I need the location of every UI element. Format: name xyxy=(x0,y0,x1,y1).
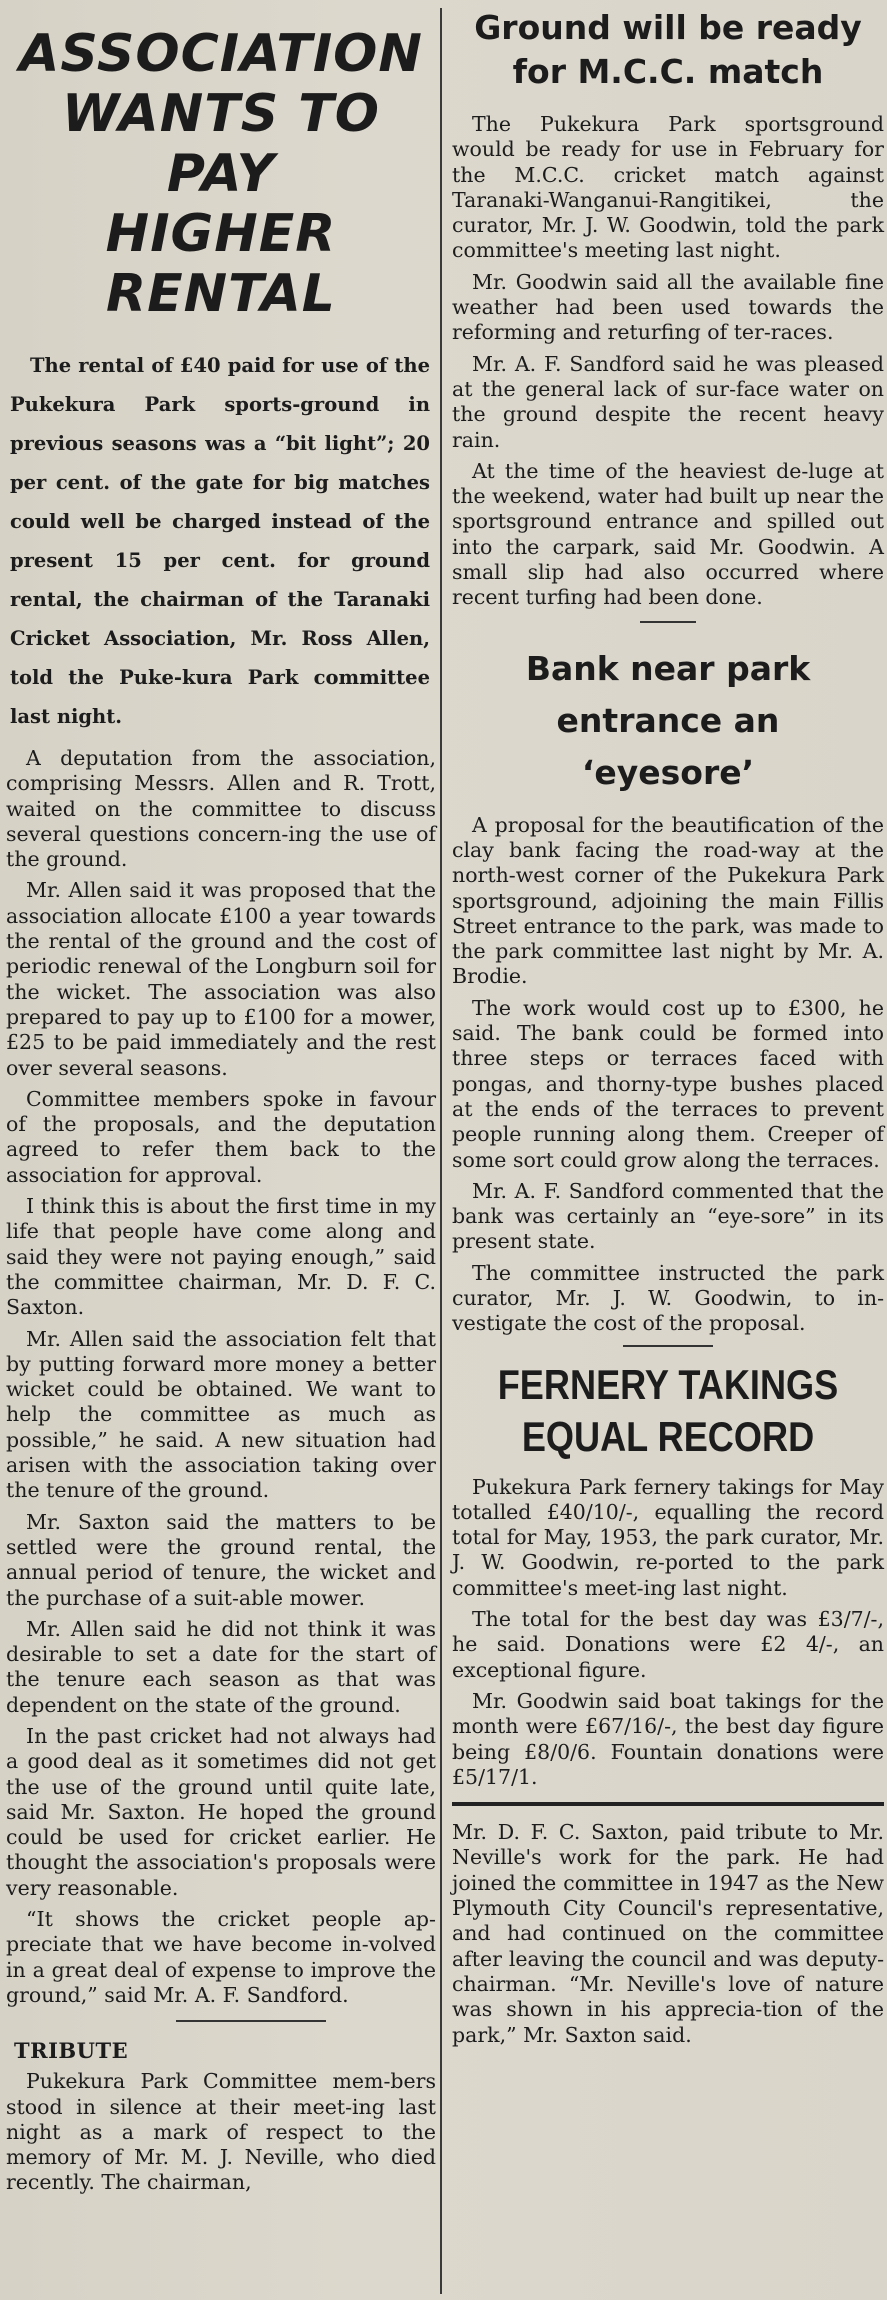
headline-line-3: ‘eyesore’ xyxy=(581,752,755,792)
paragraph: At the time of the heaviest de-luge at the weekend, water had built up near the sportsground entrance and spilled out into the carpark, said Mr. Goodwin. A small slip had also occurred where recent turfing had been done. xyxy=(452,458,884,610)
right-column xyxy=(452,0,884,2300)
fernery-headline xyxy=(452,1359,884,1463)
paragraph: Mr. A. F. Sandford commented that the bank was certainly an “eye-sore” in its present state. xyxy=(452,1178,884,1254)
section-rule xyxy=(623,1345,713,1347)
paragraph: “It shows the cricket people ap-preciate that we have become in-volved in a great deal of expense to improve the ground,” said Mr. A. F. Sandford. xyxy=(6,1907,436,2007)
paragraph: Mr. Allen said it was proposed that the association allocate £100 a year towards the rental of the ground and the cost of periodic renewal of the Longburn soil for the wicket. The association was also prepared to pay up to £100 for a mower, £25 to be paid immediately and the rest over several seasons. xyxy=(6,878,436,1080)
headline-line-2: EQUAL RECORD xyxy=(521,1412,815,1460)
headline-line-1: Bank near park xyxy=(525,648,811,688)
column-divider xyxy=(440,8,442,2294)
paragraph: In the past cricket had not always had a good deal as it sometimes did not get the use of the ground until quite late, said Mr. Saxton. He hoped the ground could be used for cricket earlier. He thought the association's proposals were very reasonable. xyxy=(6,1723,436,1900)
headline-line-1: ASSOCIATION xyxy=(19,24,423,84)
association-headline xyxy=(6,0,436,324)
headline-line-2: entrance an xyxy=(556,700,780,740)
headline-line-3: HIGHER RENTAL xyxy=(105,204,337,324)
headline-line-1: Ground will be ready xyxy=(474,8,862,47)
section-rule xyxy=(452,1802,884,1806)
paragraph: Mr. Allen said he did not think it was desirable to set a date for the start of the tenure each season as that was dependent on the state of the ground. xyxy=(6,1616,436,1717)
headline-line-2: WANTS TO PAY xyxy=(62,84,380,204)
paragraph: Mr. A. F. Sandford said he was pleased at the general lack of sur-face water on the ground despite the recent heavy rain. xyxy=(452,351,884,452)
section-rule xyxy=(176,2020,326,2022)
headline-line-1: FERNERY TAKINGS xyxy=(497,1360,839,1408)
ground-headline xyxy=(452,0,884,94)
paragraph: Mr. Saxton said the matters to be settled were the ground rental, the annual period of tenure, the wicket and the purchase of a suit-able mower. xyxy=(6,1509,436,1610)
paragraph: Pukekura Park fernery takings for May totalled £40/10/-, equalling the record total for May, 1953, the park curator, Mr. J. W. Goodwin, re-ported to the park committee's meet-ing last night. xyxy=(452,1474,884,1600)
paragraph: I think this is about the first time in my life that people have come along and said they were not paying enough,” said the committee chairman, Mr. D. F. C. Saxton. xyxy=(6,1194,436,1320)
tribute-heading: TRIBUTE xyxy=(14,2038,129,2064)
paragraph: The work would cost up to £300, he said. The bank could be formed into three steps or terraces faced with pongas, and thorny-type bushes placed at the ends of the terraces to prevent people running along them. Creeper of some sort could grow along the terraces. xyxy=(452,995,884,1172)
tribute-paragraph: Pukekura Park Committee mem-bers stood in silence at their meet-ing last night as a mark of respect to the memory of Mr. M. J. Neville, who died recently. The chairman, xyxy=(6,2069,436,2195)
paragraph: Mr. Goodwin said all the available fine weather had been used towards the reforming and returfing of ter-races. xyxy=(452,269,884,345)
paragraph: The total for the best day was £3/7/-, he said. Donations were £2 4/-, an exceptional figure. xyxy=(452,1607,884,1682)
paragraph: A proposal for the beautification of the clay bank facing the road-way at the north-west corner of the Pukekura Park sportsground, adjoining the main Fillis Street entrance to the park, was made to the park committee last night by Mr. A. Brodie. xyxy=(452,812,884,989)
paragraph: A deputation from the association, comprising Messrs. Allen and R. Trott, waited on the committee to discuss several questions concern-ing the use of the ground. xyxy=(6,746,436,872)
paragraph: Committee members spoke in favour of the proposals, and the deputation agreed to refer them back to the association for approval. xyxy=(6,1086,436,1187)
paragraph: The committee instructed the park curator, Mr. J. W. Goodwin, to in-vestigate the cost of the proposal. xyxy=(452,1260,884,1336)
headline-line-2: for M.C.C. match xyxy=(512,52,824,91)
continuation-paragraph: Mr. D. F. C. Saxton, paid tribute to Mr. Neville's work for the park. He had joined the committee in 1947 as the New Plymouth City Council's representative, and had continued on the committee after leaving the council and was deputy-chairman. “Mr. Neville's love of nature was shown in his apprecia-tion of the park,” Mr. Saxton said. xyxy=(452,1820,884,2047)
left-column xyxy=(6,0,436,2300)
paragraph: Mr. Goodwin said boat takings for the month were £67/16/-, the best day figure being £8/0/6. Fountain donations were £5/17/1. xyxy=(452,1688,884,1789)
paragraph: Mr. Allen said the association felt that by putting forward more money a better wicket could be obtained. We want to help the committee as much as possible,” he said. A new situation had arisen with the association taking over the tenure of the ground. xyxy=(6,1326,436,1503)
paragraph: The Pukekura Park sportsground would be ready for use in February for the M.C.C. cricket match against Taranaki-Wanganui-Rangitikei, the curator, Mr. J. W. Goodwin, told the park committee's meeting last night. xyxy=(452,112,884,263)
section-rule xyxy=(640,621,696,623)
bank-headline xyxy=(452,633,884,799)
lead-paragraph: The rental of £40 paid for use of the Pukekura Park sports-ground in previous seasons was a “bit light”; 20 per cent. of the gate for big matches could well be charged instead of the present 15 per cent. for ground rental, the chairman of the Taranaki Cricket Association, Mr. Ross Allen, told the Puke-kura Park committee last night. xyxy=(10,354,430,728)
